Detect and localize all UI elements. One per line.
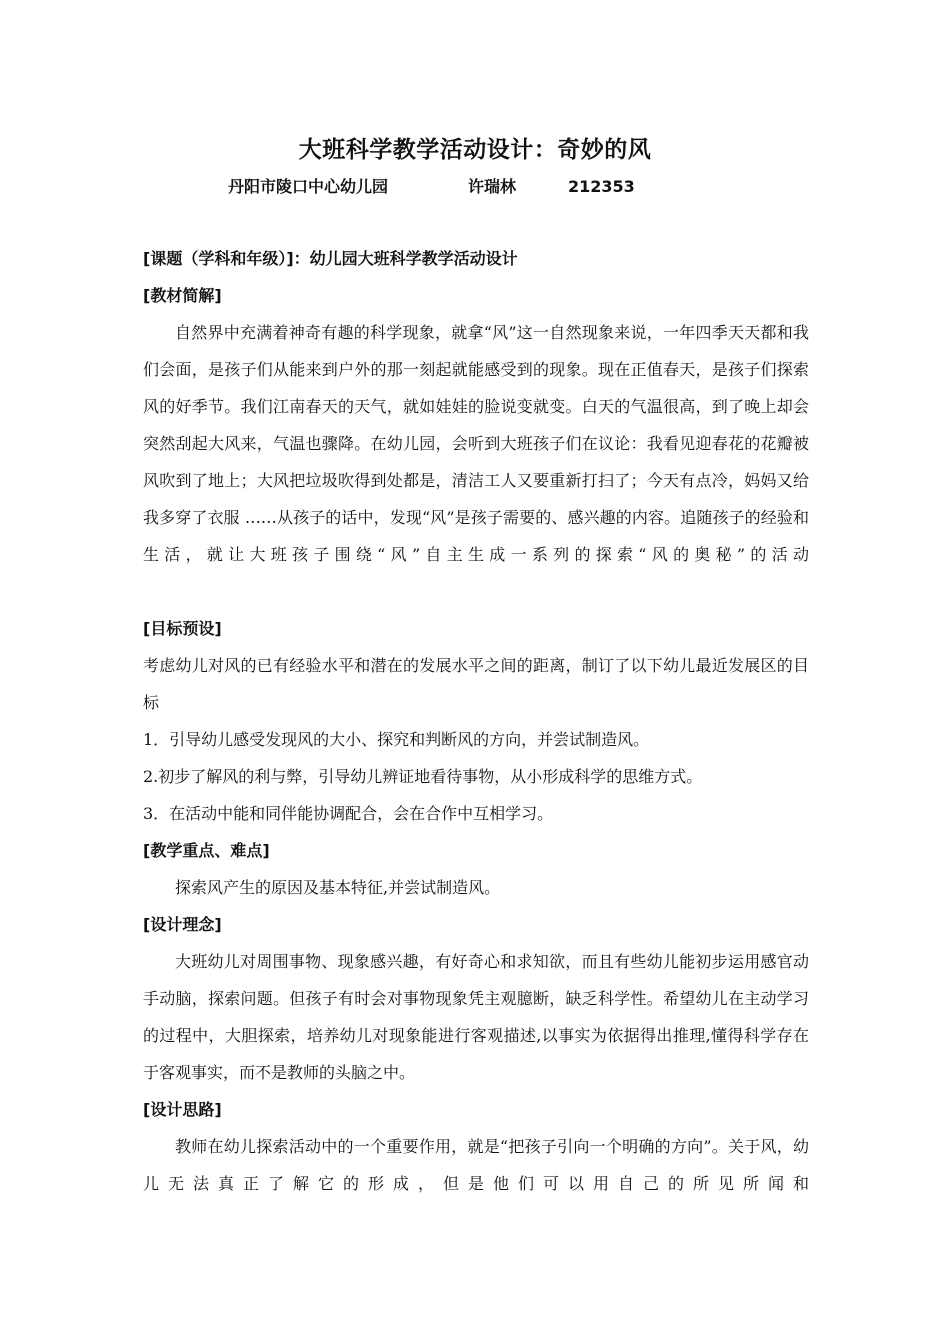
document-body — [143, 240, 809, 1202]
goals-intro: 考虑幼儿对风的已有经验水平和潜在的发展水平之间的距离，制订了以下幼儿最近发展区的目标 — [143, 656, 809, 712]
document-title: 大班科学教学活动设计：奇妙的风 — [298, 137, 652, 163]
byline-code: 212353 — [568, 177, 635, 196]
goal-item-1: 1．引导幼儿感受发现风的大小、探究和判断风的方向，并尝试制造风。 — [143, 730, 650, 749]
topic-line: [课题（学科和年级）]：幼儿园大班科学教学活动设计 — [143, 249, 518, 268]
key-points-paragraph: 探索风产生的原因及基本特征,并尝试制造风。 — [175, 878, 501, 897]
byline — [228, 175, 635, 199]
goal-item-3: 3．在活动中能和同伴能协调配合，会在合作中互相学习。 — [143, 804, 554, 823]
materials-paragraph: 自然界中充满着神奇有趣的科学现象，就拿“风”这一自然现象来说，一年四季天天都和我们会面，是孩子们从能来到户外的那一刻起就能感受到的现象。现在正值春天，是孩子们探索风的好季节。我们江南春天的天气，就如娃娃的脸说变就变。白天的气温很高，到了晚上却会突然刮起大风来，气温也骤降。在幼儿园，会听到大班孩子们在议论：我看见迎春花的花瓣被风吹到了地上；大风把垃圾吹得到处都是，清洁工人又要重新打扫了；今天有点冷，妈妈又给我多穿了衣服 ……从孩子的话中，发现“风”是孩子需要的、感兴趣的内容。追随孩子的经验和生活，就让大班孩子围绕“风”自主生成一系列的探索“风的奥秘”的活动 — [143, 323, 809, 564]
design-concept-paragraph: 大班幼儿对周围事物、现象感兴趣，有好奇心和求知欲，而且有些幼儿能初步运用感官动手动脑，探索问题。但孩子有时会对事物现象凭主观臆断，缺乏科学性。希望幼儿在主动学习的过程中，大胆探索，培养幼儿对现象能进行客观描述,以事实为依据得出推理,懂得科学存在于客观事实，而不是教师的头脑之中。 — [143, 952, 809, 1082]
spacer — [143, 573, 809, 610]
design-approach-paragraph: 教师在幼儿探索活动中的一个重要作用，就是“把孩子引向一个明确的方向”。关于风，幼儿无法真正了解它的形成，但是他们可以用自己的所见所闻和 — [143, 1137, 809, 1193]
goal-item-2: 2.初步了解风的利与弊，引导幼儿辨证地看待事物，从小形成科学的思维方式。 — [143, 767, 703, 786]
section-heading-materials: [教材简解] — [143, 286, 222, 305]
section-heading-goals: [目标预设] — [143, 619, 222, 638]
byline-author: 许瑞林 — [468, 177, 517, 196]
section-heading-design-concept: [设计理念] — [143, 915, 222, 934]
byline-school: 丹阳市陵口中心幼儿园 — [228, 177, 389, 196]
section-heading-key-points: [教学重点、难点] — [143, 841, 270, 860]
section-heading-design-approach: [设计思路] — [143, 1100, 222, 1119]
